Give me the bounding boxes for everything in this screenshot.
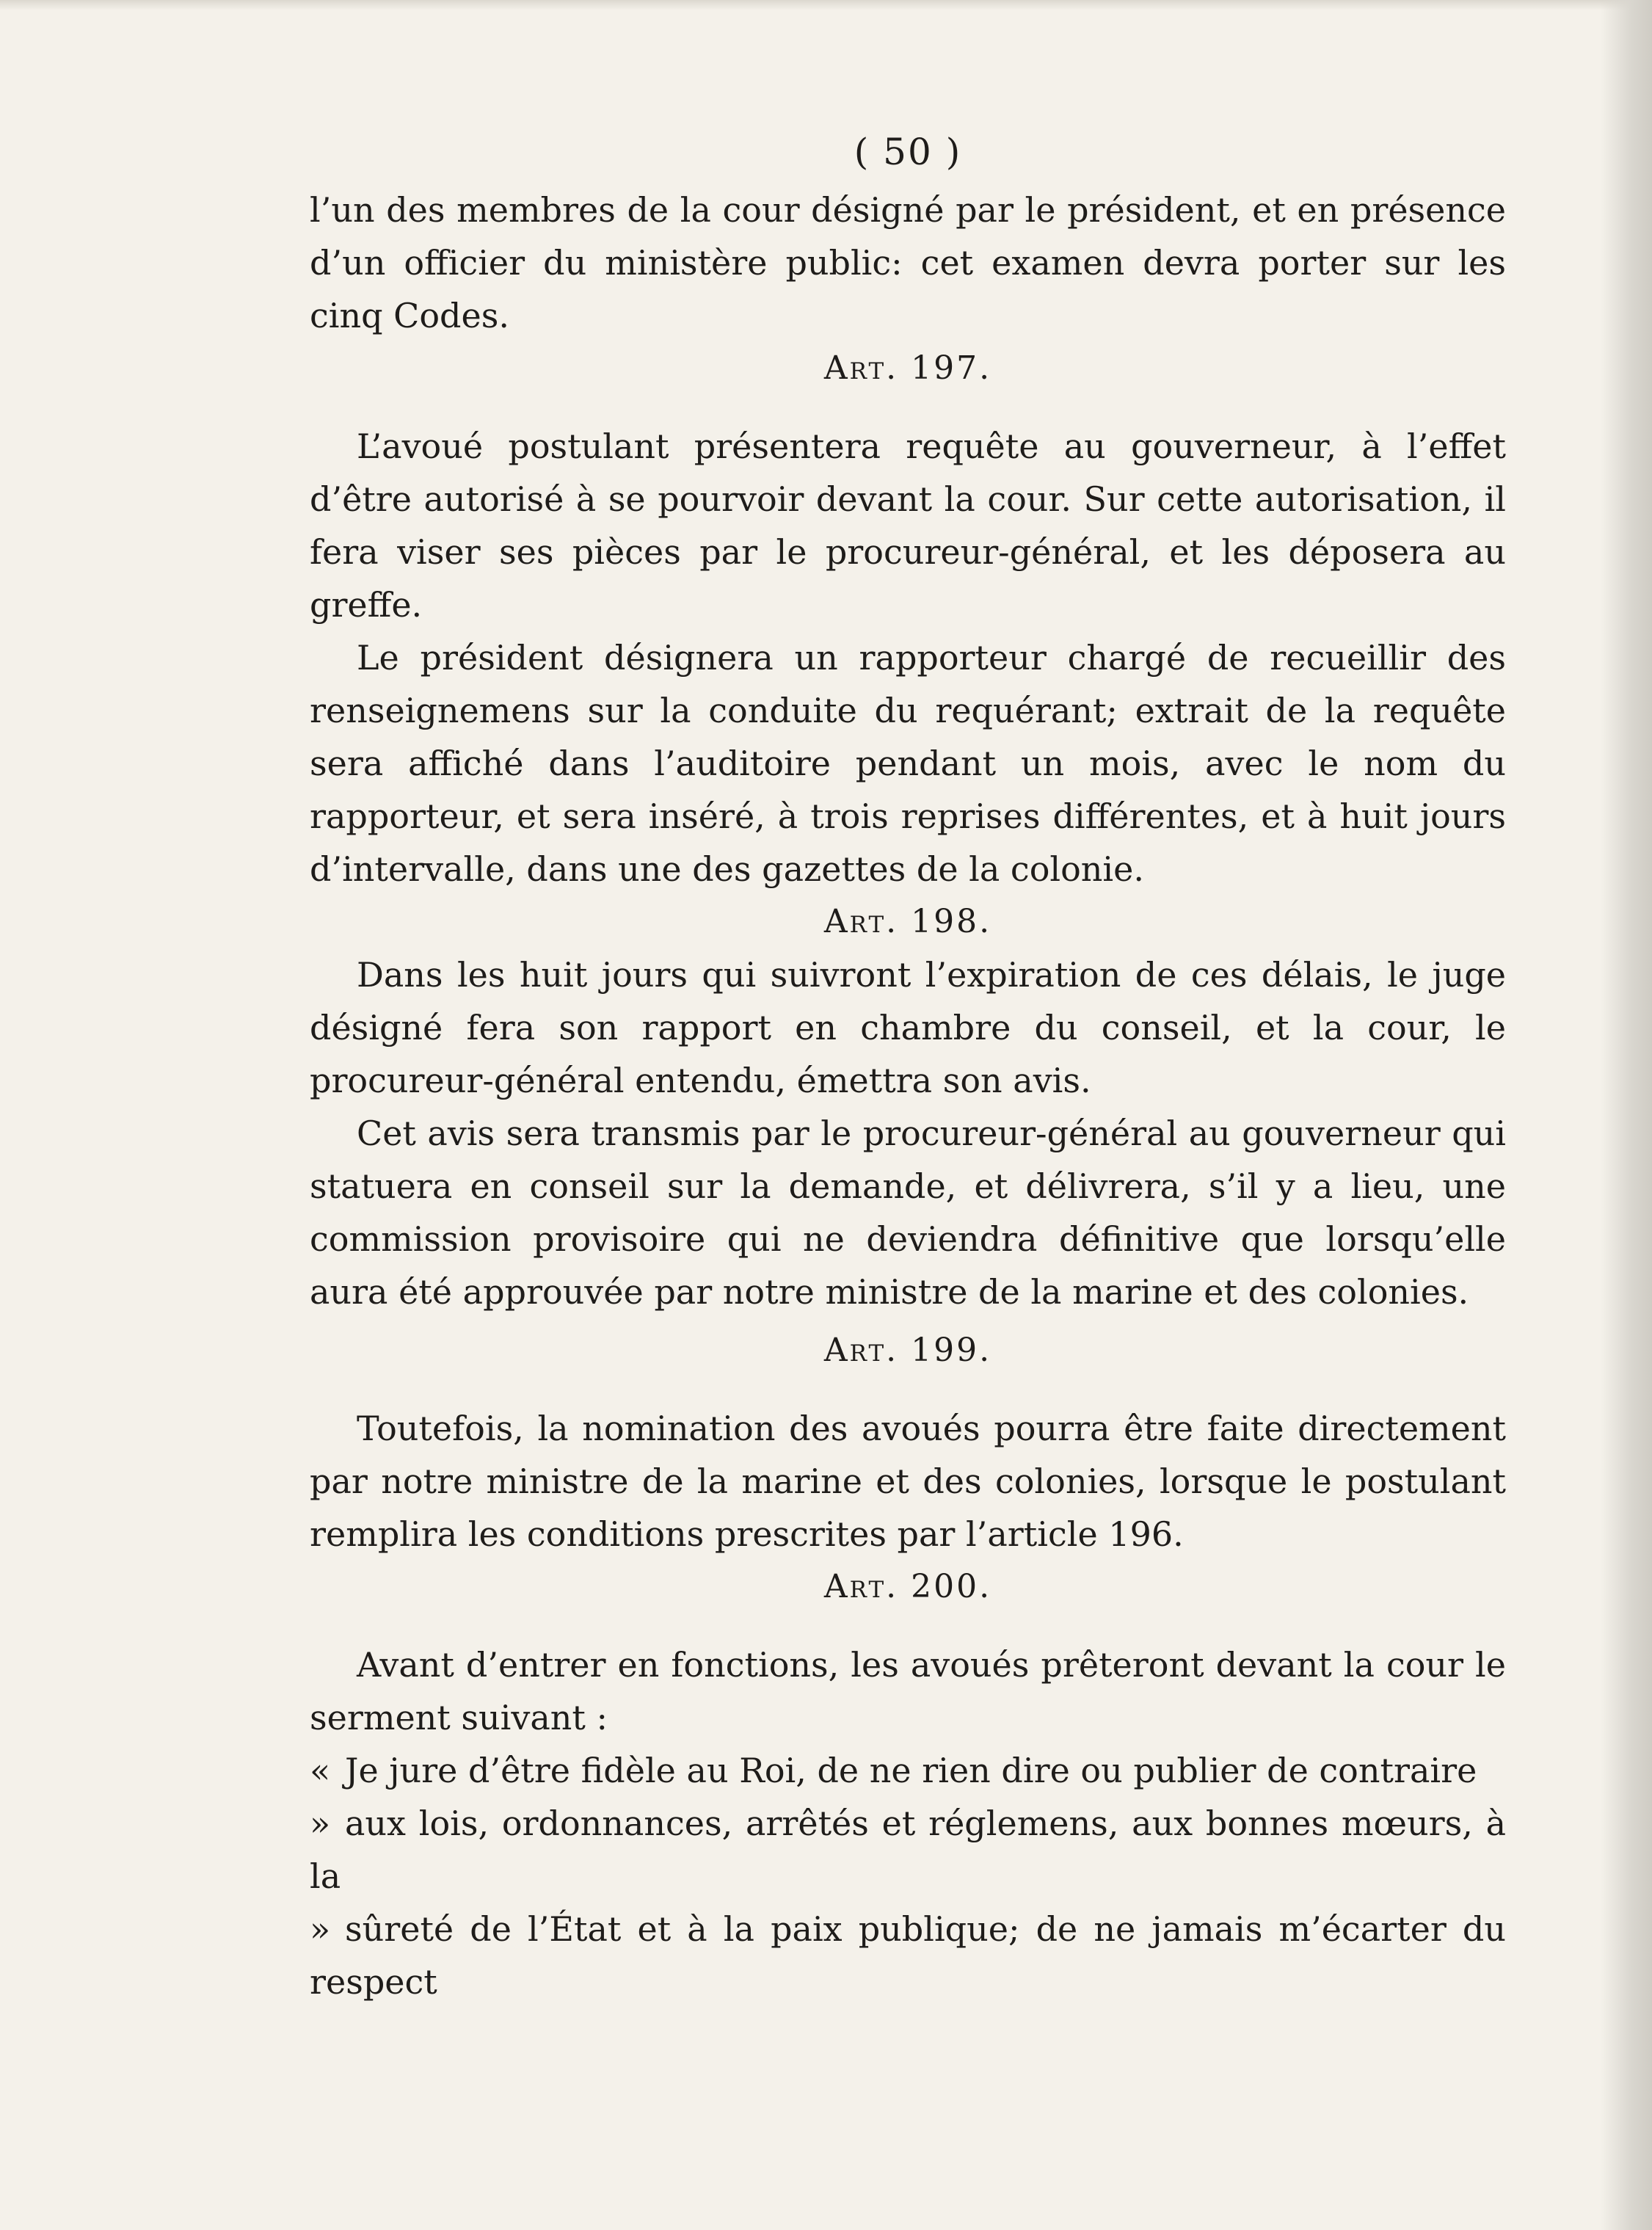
page-text	[310, 125, 1506, 2008]
article-heading-200: Art. 200.	[823, 1568, 992, 1605]
paragraph-art199-1: Toutefois, la nomination des avoués pourra être faite directement par notre ministre de la marine et des colonies, lorsque le postulant remplira les conditions prescrites par l’article 196.	[310, 1409, 1506, 1554]
article-heading-197: Art. 197.	[823, 349, 992, 387]
paragraph-art198-2: Cet avis sera transmis par le procureur-général au gouverneur qui statuera en conseil sur la demande, et délivrera, s’il y a lieu, une commission provisoire qui ne deviendra définitive que lorsqu’elle aura été approuvée par notre ministre de la marine et des colonies.	[310, 1114, 1506, 1312]
quote-mark: «	[310, 1751, 331, 1790]
page-top-shadow	[0, 0, 1652, 10]
oath-line-text: Je jure d’être fidèle au Roi, de ne rien dire ou publier de contraire	[345, 1751, 1477, 1790]
quote-mark: »	[310, 1804, 331, 1843]
oath-line	[310, 1744, 1506, 1797]
page-binding-shadow	[1601, 0, 1652, 2230]
oath-line-text: sûreté de l’État et à la paix publique; de ne jamais m’écarter du respect	[310, 1909, 1506, 2002]
paragraph-art197-1: L’avoué postulant présentera requête au gouverneur, à l’effet d’être autorisé à se pourvoir devant la cour. Sur cette autorisation, il fera viser ses pièces par le procureur-général, et les déposera au greffe.	[310, 426, 1506, 625]
page-number: ( 50 )	[854, 131, 962, 173]
article-heading-198: Art. 198.	[823, 903, 992, 940]
paragraph-continuation: l’un des membres de la cour désigné par le président, et en présence d’un officier du ministère public: cet examen devra porter sur les cinq Codes.	[310, 190, 1506, 335]
oath-line-text: aux lois, ordonnances, arrêtés et réglemens, aux bonnes mœurs, à la	[310, 1804, 1506, 1896]
paragraph-art197-2: Le président désignera un rapporteur chargé de recueillir des renseignemens sur la conduite du requérant; extrait de la requête sera affiché dans l’auditoire pendant un mois, avec le nom du rapporteur, et sera inséré, à trois reprises différentes, et à huit jours d’intervalle, dans une des gazettes de la colonie.	[310, 638, 1506, 889]
paragraph-art200-1: Avant d’entrer en fonctions, les avoués prêteront devant la cour le serment suivant :	[310, 1645, 1506, 1737]
paragraph-art198-1: Dans les huit jours qui suivront l’expiration de ces délais, le juge désigné fera son rapport en chambre du conseil, et la cour, le procureur-général entendu, émettra son avis.	[310, 955, 1506, 1100]
article-heading-199: Art. 199.	[823, 1332, 992, 1369]
oath-line	[310, 1903, 1506, 2008]
oath-line	[310, 1797, 1506, 1903]
quote-mark: »	[310, 1909, 331, 1949]
